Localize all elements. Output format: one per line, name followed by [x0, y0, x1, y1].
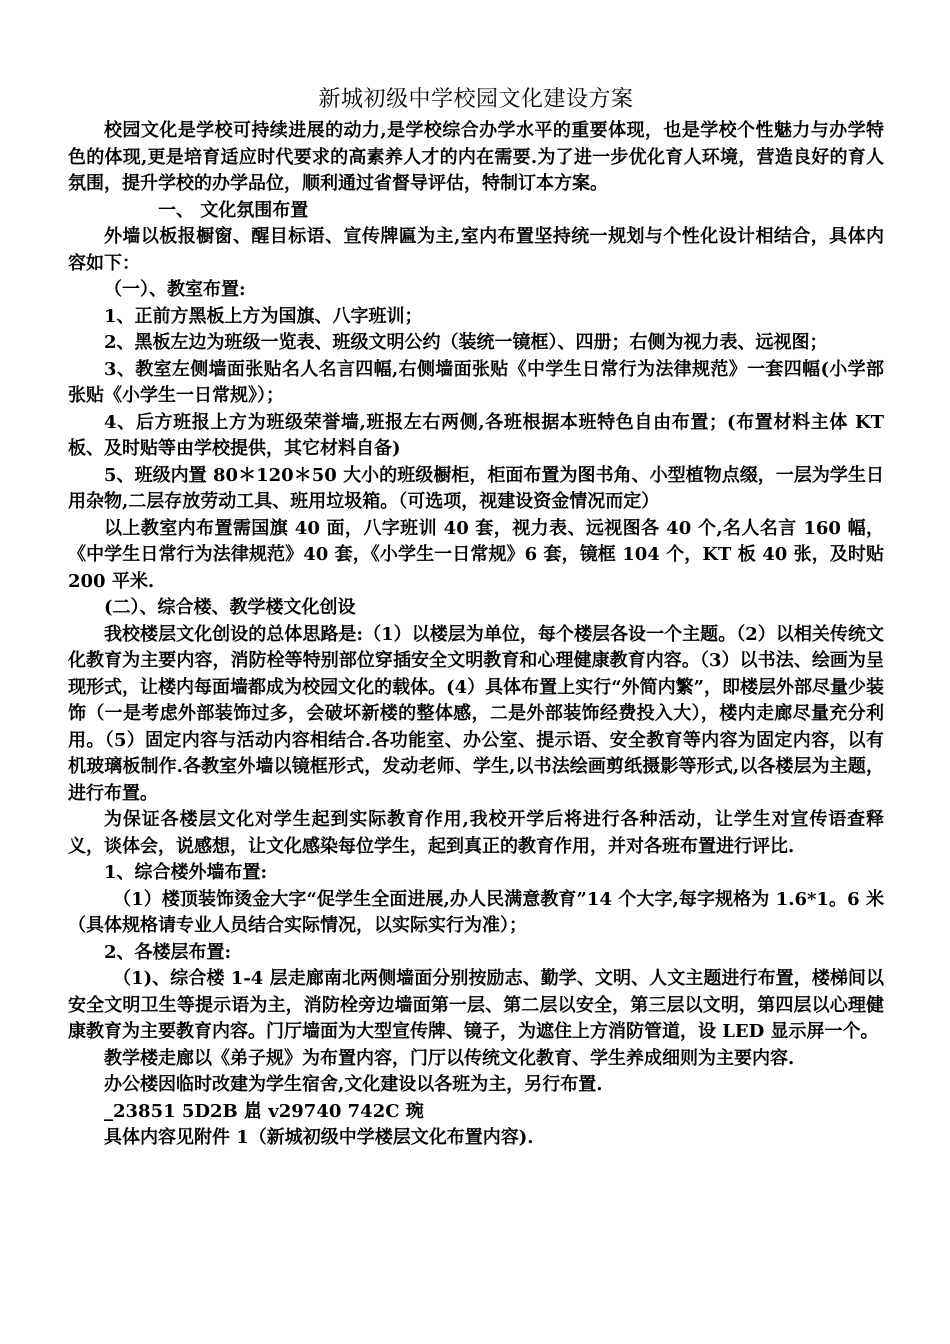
classroom-item-4: 4、后方班报上方为班级荣誉墙,班报左右两侧,各班根据本班特色自由布置；(布置材料主体 KT 板、及时贴等由学校提供，其它材料自备) [68, 411, 884, 459]
classroom-item-5: 5、班级内置 80＊120＊50 大小的班级橱柜，柜面布置为图书角、小型植物点缀，一层为学生日用杂物,二层存放劳动工具、班用垃圾箱。（可选项，视建设资金情况而定） [68, 464, 884, 512]
office-building-paragraph: 办公楼因临时改建为学生宿舍,文化建设以各班为主，另行布置. [104, 1074, 603, 1095]
classroom-item-1: 1、正前方黑板上方为国旗、八字班训； [104, 305, 423, 327]
document-title: 新城初级中学校园文化建设方案 [318, 87, 634, 112]
floor-layout-item-1: （1)、综合楼 1-4 层走廊南北两侧墙面分别按励志、勤学、文明、人文主题进行布置，楼梯间以安全文明卫生等提示语为主，消防栓旁边墙面第一层、第二层以安全，第三层以文明，第四层以心理健康教育为主要教育内容。门厅墙面为大型宣传牌、镜子，为遮住上方消防管道，设 LED 显示屏一个。 [68, 968, 884, 1042]
section-heading-1: 一、 文化氛围布置 [158, 199, 309, 221]
activities-paragraph: 为保证各楼层文化对学生起到实际教育作用,我校开学后将进行各种活动，让学生对宣传语查释义，谈体会，说感想，让文化感染每位学生，起到真正的教育作用，并对各班布置进行评比. [68, 809, 884, 857]
garbled-code-line: _23851 5D2B 崫 v29740 742C 琬 [104, 1100, 424, 1122]
subsection-heading-buildings: (二）、综合楼、教学楼文化创设 [104, 597, 356, 618]
attachment-reference: 具体内容见附件 1（新城初级中学楼层文化布置内容). [104, 1127, 534, 1148]
document-page [68, 82, 884, 1152]
subsection-heading-classroom: （一）、教室布置: [104, 279, 246, 300]
exterior-wall-heading: 1、综合楼外墙布置: [104, 862, 268, 883]
floor-layout-heading: 2、各楼层布置: [104, 941, 232, 963]
classroom-summary: 以上教室内布置需国旗 40 面，八字班训 40 套，视力表、远视图各 40 个,名人名言 160 幅，《中学生日常行为法律规范》40 套，《小学生一日常规》6 套，镜框 104 个，KT 板 40 张，及时贴 200 平米. [68, 517, 884, 592]
section-1-intro: 外墙以板报橱窗、醒目标语、宣传牌匾为主,室内布置坚持统一规划与个性化设计相结合，具体内容如下： [68, 226, 884, 274]
teaching-building-paragraph: 教学楼走廊以《弟子规》为布置内容，门厅以传统文化教育、学生养成细则为主要内容. [104, 1047, 795, 1069]
classroom-item-2: 2、黑板左边为班级一览表、班级文明公约（装统一镜框）、四册；右侧为视力表、远视图； [104, 332, 828, 353]
intro-paragraph: 校园文化是学校可持续进展的动力,是学校综合办学水平的重要体现，也是学校个性魅力与办学特色的体现,更是培育适应时代要求的高素养人才的内在需要.为了进一步优化育人环境，营造良好的育人氛围，提升学校的办学品位，顺利通过省督导评估，特制订本方案。 [68, 120, 884, 194]
classroom-item-3: 3、教室左侧墙面张贴名人名言四幅,右侧墙面张贴《中学生日常行为法律规范》一套四幅(小学部张贴《小学生一日常规》）； [68, 358, 884, 406]
buildings-approach-paragraph: 我校楼层文化创设的总体思路是:（1）以楼层为单位，每个楼层各设一个主题。（2）以相关传统文化教育为主要内容，消防栓等特别部位穿插安全文明教育和心理健康教育内容。（3）以书法、绘画为呈现形式，让楼内每面墙都成为校园文化的载体。(4）具体布置上实行“外简内繁”，即楼层外部尽量少装饰（一是考虑外部装饰过多，会破坏新楼的整体感，二是外部装饰经费投入大），楼内走廊尽量充分利用。（5）固定内容与活动内容相结合.各功能室、办公室、提示语、安全教育等内容为固定内容，以有机玻璃板制作.各教室外墙以镜框形式，发动老师、学生,以书法绘画剪纸摄影等形式,以各楼层为主题，进行布置。 [68, 623, 884, 804]
exterior-wall-item-1: （1）楼顶装饰烫金大字“促学生全面进展,办人民满意教育”14 个大字,每字规格为 1.6*1。6 米（具体规格请专业人员结合实际情况，以实际实行为准）； [68, 888, 884, 936]
